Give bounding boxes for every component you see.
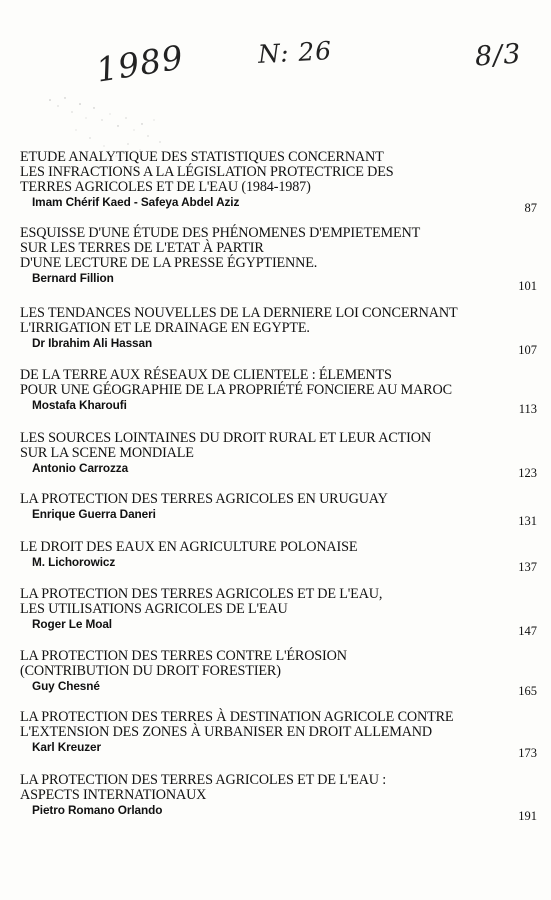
entry-author: Mostafa Kharoufi (32, 398, 127, 412)
toc-entry (20, 150, 540, 209)
entry-page-number: 123 (518, 466, 537, 480)
toc-entry (20, 587, 540, 631)
entry-title-line: LA PROTECTION DES TERRES CONTRE L'ÉROSION (20, 648, 347, 664)
entry-page-number: 173 (518, 746, 537, 760)
entry-page-number: 191 (518, 809, 537, 823)
entry-author: Antonio Carrozza (32, 461, 129, 475)
entry-author: Roger Le Moal (32, 617, 112, 631)
entry-title-line: LES UTILISATIONS AGRICOLES DE L'EAU (20, 601, 288, 617)
entry-title-line: POUR UNE GÉOGRAPHIE DE LA PROPRIÉTÉ FONCIERE AU MAROC (20, 382, 452, 398)
entry-page-number: 131 (518, 514, 537, 528)
entry-title-line: DE LA TERRE AUX RÉSEAUX DE CLIENTELE : ÉLEMENTS (20, 367, 392, 383)
entry-author: M. Lichorowicz (32, 555, 116, 569)
toc-entry (20, 540, 540, 569)
entry-page-number: 107 (518, 343, 537, 357)
entry-title-line: ASPECTS INTERNATIONAUX (20, 787, 207, 803)
entry-title-line: LE DROIT DES EAUX EN AGRICULTURE POLONAISE (20, 539, 358, 555)
entry-author: Bernard Fillion (32, 271, 114, 285)
entry-title-line: LES TENDANCES NOUVELLES DE LA DERNIERE LOI CONCERNANT (20, 305, 458, 321)
entry-title-line: D'UNE LECTURE DE LA PRESSE ÉGYPTIENNE. (20, 255, 318, 271)
entry-title-line: LA PROTECTION DES TERRES AGRICOLES ET DE L'EAU : (20, 772, 387, 788)
entry-title-line: SUR LA SCENE MONDIALE (20, 445, 194, 461)
entry-title-line: LA PROTECTION DES TERRES À DESTINATION AGRICOLE CONTRE (20, 709, 454, 725)
entry-author: Imam Chérif Kaed - Safeya Abdel Aziz (32, 195, 240, 209)
toc-entry (20, 773, 540, 817)
toc-entry (20, 306, 540, 350)
toc-entry (20, 492, 540, 521)
entry-title-line: SUR LES TERRES DE L'ETAT À PARTIR (20, 240, 264, 256)
toc-entry (20, 710, 540, 754)
entry-page-number: 165 (518, 684, 537, 698)
toc-entry (20, 368, 540, 412)
entry-title-line: LES INFRACTIONS A LA LÉGISLATION PROTECTRICE DES (20, 164, 394, 180)
handwritten-fraction: 8/3 (473, 38, 523, 73)
entry-author: Enrique Guerra Daneri (32, 507, 156, 521)
handwritten-year: 1989 (93, 37, 187, 90)
entry-author: Karl Kreuzer (32, 740, 101, 754)
entry-page-number: 101 (518, 279, 537, 293)
entry-author: Guy Chesné (32, 679, 100, 693)
entry-page-number: 147 (518, 624, 537, 638)
entry-title-line: L'EXTENSION DES ZONES À URBANISER EN DROIT ALLEMAND (20, 724, 432, 740)
entry-title-line: TERRES AGRICOLES ET DE L'EAU (1984-1987) (20, 179, 311, 195)
entry-author: Pietro Romano Orlando (32, 803, 163, 817)
toc-entry (20, 649, 540, 693)
entry-title-line: LA PROTECTION DES TERRES AGRICOLES ET DE L'EAU, (20, 586, 383, 602)
entry-author: Dr Ibrahim Ali Hassan (32, 336, 153, 350)
entry-page-number: 113 (518, 402, 537, 416)
entry-page-number: 137 (518, 560, 537, 574)
entry-title-line: (CONTRIBUTION DU DROIT FORESTIER) (20, 663, 281, 679)
toc-entry (20, 226, 540, 285)
entry-title-line: LA PROTECTION DES TERRES AGRICOLES EN URUGUAY (20, 491, 388, 507)
entry-title-line: LES SOURCES LOINTAINES DU DROIT RURAL ET LEUR ACTION (20, 430, 431, 446)
entry-title-line: ESQUISSE D'UNE ÉTUDE DES PHÉNOMENES D'EMPIETEMENT (20, 225, 421, 241)
handwritten-issue-number: N: 26 (257, 36, 333, 69)
entry-title-line: ETUDE ANALYTIQUE DES STATISTIQUES CONCERNANT (20, 149, 384, 165)
entry-title-line: L'IRRIGATION ET LE DRAINAGE EN EGYPTE. (20, 320, 310, 336)
toc-entry (20, 431, 540, 475)
entry-page-number: 87 (524, 201, 537, 215)
